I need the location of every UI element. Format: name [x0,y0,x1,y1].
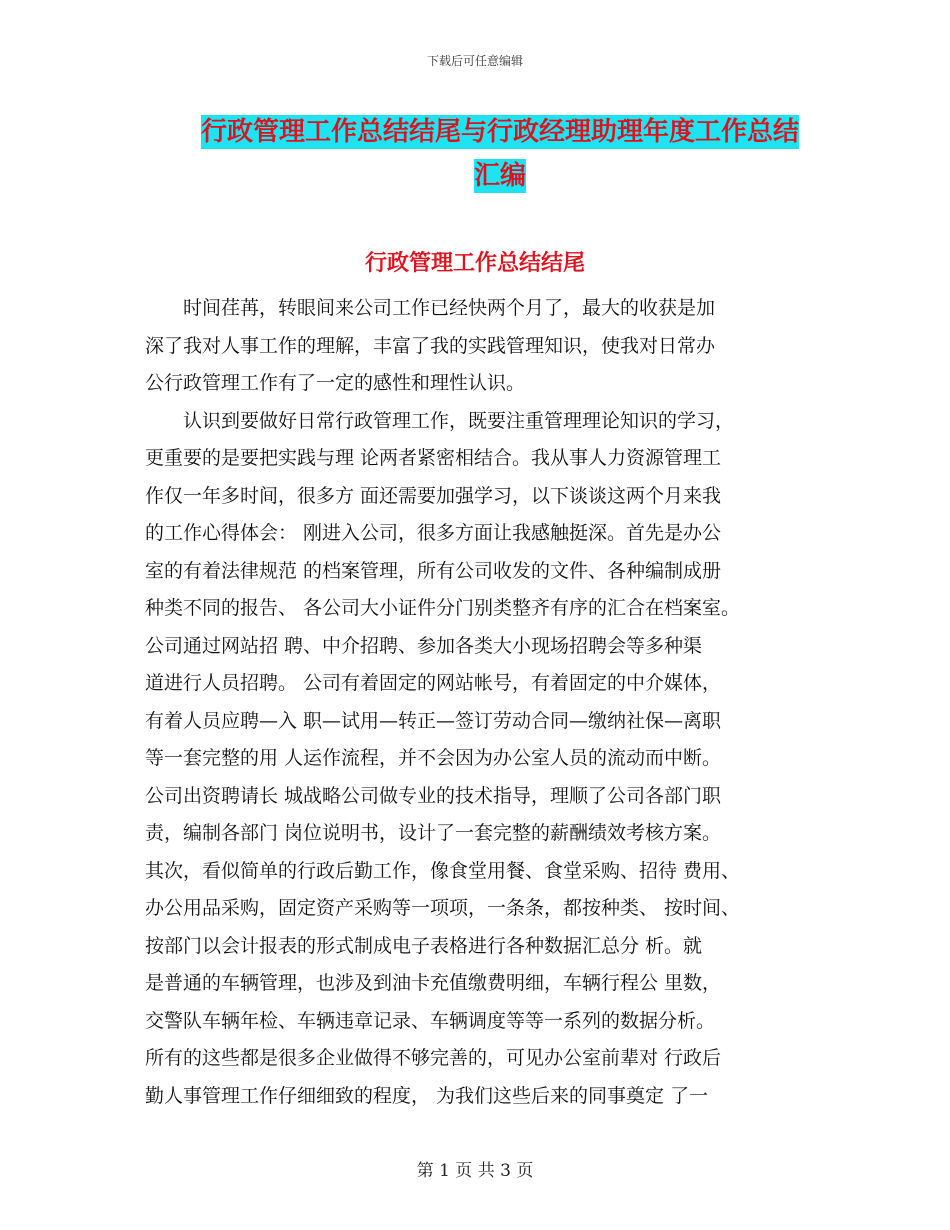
paragraph-2-line-12: 责，编制各部门 岗位说明书，设计了一套完整的薪酬绩效考核方案。 [145,822,722,844]
paragraph-2-line-10: 等一套完整的用 人运作流程，并不会因为办公室人员的流动而中断。 [145,747,722,769]
paragraph-2-line-4: 的工作心得体会： 刚进入公司，很多方面让我感触挺深。首先是办公 [145,522,722,544]
document-title [150,110,850,198]
paragraph-2-line-11: 公司出资聘请长 城战略公司做专业的技术指导，理顺了公司各部门职 [145,784,722,807]
paragraph-2-line-17: 交警队车辆年检、车辆违章记录、车辆调度等等一系列的数据分析。 [145,1009,716,1032]
paragraph-2-line-7: 公司通过网站招 聘、中介招聘、参加各类大小现场招聘会等多种渠 [145,634,703,657]
paragraph-2-line-15: 按部门以会计报表的形式制成电子表格进行各种数据汇总分 析。就 [145,934,703,957]
paragraph-2-line-18: 所有的这些都是很多企业做得不够完善的，可见办公室前辈对 行政后 [145,1047,722,1069]
paragraph-2-line-16: 是普通的车辆管理，也涉及到油卡充值缴费明细，车辆行程公 里数， [145,972,722,994]
paragraph-2-line-6: 种类不同的报告、 各公司大小证件分门别类整齐有序的汇合在档案室。 [145,597,741,619]
title-line-2: 汇编 [473,161,526,191]
paragraph-2-line-14: 办公用品采购，固定资产采购等一项项，一条条，都按种类、 按时间、 [145,897,741,919]
paragraph-2-line-3: 作仅一年多时间，很多方 面还需要加强学习，以下谈谈这两个月来我 [145,484,722,507]
document-body [145,290,825,1115]
page-number: 第 1 页 共 3 页 [416,1161,534,1181]
paragraph-2-line-2: 更重要的是要把实践与理 论两者紧密相结合。我从事人力资源管理工 [145,447,722,469]
paragraph-1-line-1: 时间荏苒，转眼间来公司工作已经快两个月了，最大的收获是加 [183,297,716,319]
section-title: 行政管理工作总结结尾 [364,250,585,276]
paragraph-2-line-19: 勤人事管理工作仔细细致的程度， 为我们这些后来的同事奠定 了一 [145,1084,709,1107]
paragraph-2-line-13: 其次，看似简单的行政后勤工作，像食堂用餐、食堂采购、招待 费用、 [145,859,741,882]
paragraph-2-line-5: 室的有着法律规范 的档案管理，所有公司收发的文件、各种编制成册 [145,559,722,582]
paragraph-1-line-3: 公行政管理工作有了一定的感性和理性认识。 [145,372,526,394]
header-note: 下载后可任意编辑 [426,54,523,68]
paragraph-2-line-1: 认识到要做好日常行政管理工作，既要注重管理理论知识的学习， [183,409,735,432]
paragraph-1-line-2: 深了我对人事工作的理解，丰富了我的实践管理知识，使我对日常办 [145,334,716,357]
paragraph-2-line-8: 道进行人员招聘。 公司有着固定的网站帐号，有着固定的中介媒体， [145,672,722,694]
paragraph-2-line-9: 有着人员应聘—入 职—试用—转正—签订劳动合同—缴纳社保—离职 [145,709,722,732]
title-line-1: 行政管理工作总结结尾与行政经理助理年度工作总结 [200,117,799,147]
